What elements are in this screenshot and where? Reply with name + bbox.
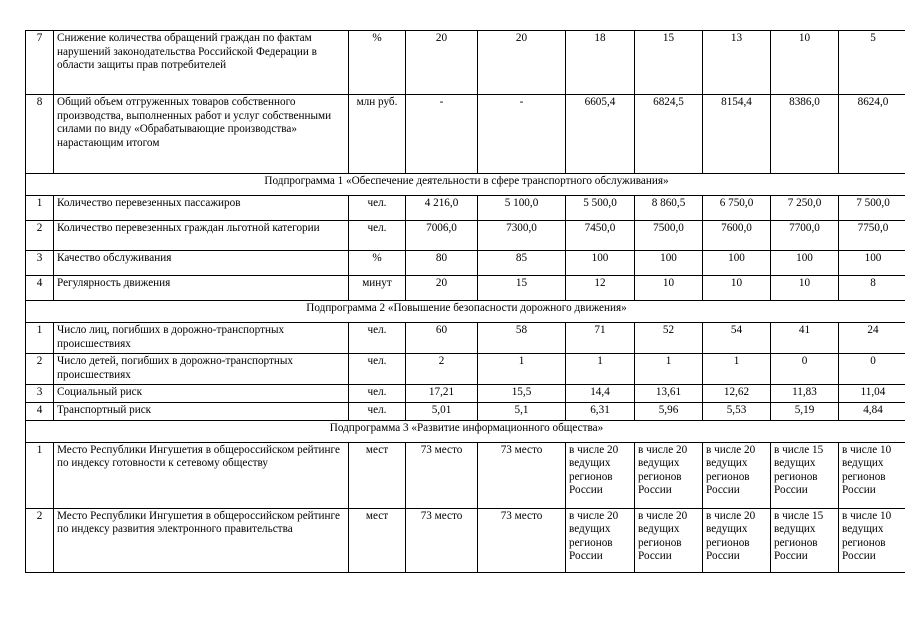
value-cell: 8 860,5 [635,196,703,221]
indicator-name: Регулярность движения [54,276,349,301]
value-cell: 5 100,0 [478,196,566,221]
value-cell: 17,21 [406,385,478,403]
value-cell: в числе 20 ведущих регионов России [566,442,635,508]
value-cell: 5,1 [478,402,566,420]
value-cell: 10 [771,31,839,95]
row-number: 4 [26,276,54,301]
indicator-name: Место Республики Ингушетия в общероссийском рейтинге по индексу развития электронного правительства [54,508,349,572]
value-cell: 5 [839,31,905,95]
value-cell: 13 [703,31,771,95]
value-cell: 18 [566,31,635,95]
table-row [26,442,905,508]
value-cell: 20 [406,276,478,301]
value-cell: 5,96 [635,402,703,420]
unit-cell: чел. [349,196,406,221]
subprogram-heading: Подпрограмма 1 «Обеспечение деятельности в сфере транспортного обслуживания» [26,174,905,196]
value-cell: в числе 20 ведущих регионов России [703,442,771,508]
value-cell: 15 [478,276,566,301]
value-cell: 80 [406,251,478,276]
value-cell: 1 [703,354,771,385]
value-cell: 11,04 [839,385,905,403]
table-row [26,402,905,420]
value-cell: 2 [406,354,478,385]
value-cell: в числе 20 ведущих регионов России [566,508,635,572]
indicator-name: Качество обслуживания [54,251,349,276]
value-cell: - [478,95,566,174]
subprogram-heading-row [26,174,905,196]
subprogram-heading: Подпрограмма 2 «Повышение безопасности дорожного движения» [26,301,905,323]
table-row [26,354,905,385]
value-cell: в числе 15 ведущих регионов России [771,508,839,572]
subprogram-heading-row [26,301,905,323]
value-cell: 4,84 [839,402,905,420]
value-cell: в числе 20 ведущих регионов России [703,508,771,572]
value-cell: 10 [635,276,703,301]
value-cell: 7750,0 [839,221,905,251]
value-cell: 20 [478,31,566,95]
value-cell: 58 [478,323,566,354]
value-cell: 12,62 [703,385,771,403]
value-cell: в числе 20 ведущих регионов России [635,508,703,572]
value-cell: 7006,0 [406,221,478,251]
value-cell: 52 [635,323,703,354]
value-cell: 12 [566,276,635,301]
value-cell: 1 [635,354,703,385]
indicator-name: Количество перевезенных пассажиров [54,196,349,221]
value-cell: 10 [703,276,771,301]
value-cell: 100 [635,251,703,276]
value-cell: 100 [839,251,905,276]
value-cell: 54 [703,323,771,354]
unit-cell: чел. [349,402,406,420]
unit-cell: % [349,31,406,95]
value-cell: 8 [839,276,905,301]
row-number: 2 [26,221,54,251]
value-cell: 8624,0 [839,95,905,174]
unit-cell: чел. [349,385,406,403]
row-number: 3 [26,251,54,276]
table-row [26,385,905,403]
indicator-name: Место Республики Ингушетия в общероссийском рейтинге по индексу готовности к сетевому обществу [54,442,349,508]
value-cell: 14,4 [566,385,635,403]
value-cell: 6605,4 [566,95,635,174]
value-cell: 10 [771,276,839,301]
table-body [26,31,905,573]
row-number: 4 [26,402,54,420]
value-cell: 7700,0 [771,221,839,251]
table-row [26,508,905,572]
value-cell: 73 место [406,442,478,508]
row-number: 3 [26,385,54,403]
value-cell: 73 место [478,442,566,508]
table-row [26,221,905,251]
value-cell: в числе 10 ведущих регионов России [839,442,905,508]
value-cell: 4 216,0 [406,196,478,221]
value-cell: 85 [478,251,566,276]
indicator-name: Число детей, погибших в дорожно-транспортных происшествиях [54,354,349,385]
value-cell: 20 [406,31,478,95]
value-cell: - [406,95,478,174]
value-cell: 6,31 [566,402,635,420]
unit-cell: мест [349,508,406,572]
value-cell: 5,01 [406,402,478,420]
value-cell: в числе 15 ведущих регионов России [771,442,839,508]
value-cell: 6824,5 [635,95,703,174]
unit-cell: чел. [349,354,406,385]
row-number: 2 [26,354,54,385]
value-cell: 6 750,0 [703,196,771,221]
row-number: 1 [26,196,54,221]
unit-cell: минут [349,276,406,301]
value-cell: 100 [703,251,771,276]
value-cell: 7450,0 [566,221,635,251]
value-cell: 7600,0 [703,221,771,251]
value-cell: 24 [839,323,905,354]
subprogram-heading-row [26,420,905,442]
value-cell: 15 [635,31,703,95]
value-cell: 0 [839,354,905,385]
value-cell: 8154,4 [703,95,771,174]
indicator-name: Количество перевезенных граждан льготной категории [54,221,349,251]
unit-cell: % [349,251,406,276]
row-number: 1 [26,323,54,354]
indicator-name: Социальный риск [54,385,349,403]
subprogram-heading: Подпрограмма 3 «Развитие информационного общества» [26,420,905,442]
value-cell: 5 500,0 [566,196,635,221]
table-row [26,95,905,174]
value-cell: 60 [406,323,478,354]
value-cell: 5,53 [703,402,771,420]
value-cell: 7300,0 [478,221,566,251]
value-cell: 100 [771,251,839,276]
value-cell: 7500,0 [635,221,703,251]
unit-cell: чел. [349,323,406,354]
value-cell: 41 [771,323,839,354]
table-row [26,323,905,354]
value-cell: 7 250,0 [771,196,839,221]
row-number: 2 [26,508,54,572]
indicator-name: Число лиц, погибших в дорожно-транспортных происшествиях [54,323,349,354]
unit-cell: чел. [349,221,406,251]
table-row [26,31,905,95]
value-cell: в числе 10 ведущих регионов России [839,508,905,572]
value-cell: 11,83 [771,385,839,403]
value-cell: 73 место [478,508,566,572]
value-cell: 0 [771,354,839,385]
value-cell: 100 [566,251,635,276]
value-cell: в числе 20 ведущих регионов России [635,442,703,508]
table-row [26,196,905,221]
indicator-name: Транспортный риск [54,402,349,420]
table-row [26,251,905,276]
indicator-name: Снижение количества обращений граждан по фактам нарушений законодательства Российской Федерации в области защиты прав потребителей [54,31,349,95]
value-cell: 15,5 [478,385,566,403]
value-cell: 8386,0 [771,95,839,174]
row-number: 8 [26,95,54,174]
table-row [26,276,905,301]
value-cell: 71 [566,323,635,354]
value-cell: 1 [566,354,635,385]
indicators-table [25,30,905,573]
value-cell: 1 [478,354,566,385]
unit-cell: мест [349,442,406,508]
unit-cell: млн руб. [349,95,406,174]
row-number: 1 [26,442,54,508]
value-cell: 5,19 [771,402,839,420]
value-cell: 13,61 [635,385,703,403]
value-cell: 7 500,0 [839,196,905,221]
value-cell: 73 место [406,508,478,572]
row-number: 7 [26,31,54,95]
indicator-name: Общий объем отгруженных товаров собственного производства, выполненных работ и услуг собственными силами по виду «Обрабатывающие производства» нарастающим итогом [54,95,349,174]
